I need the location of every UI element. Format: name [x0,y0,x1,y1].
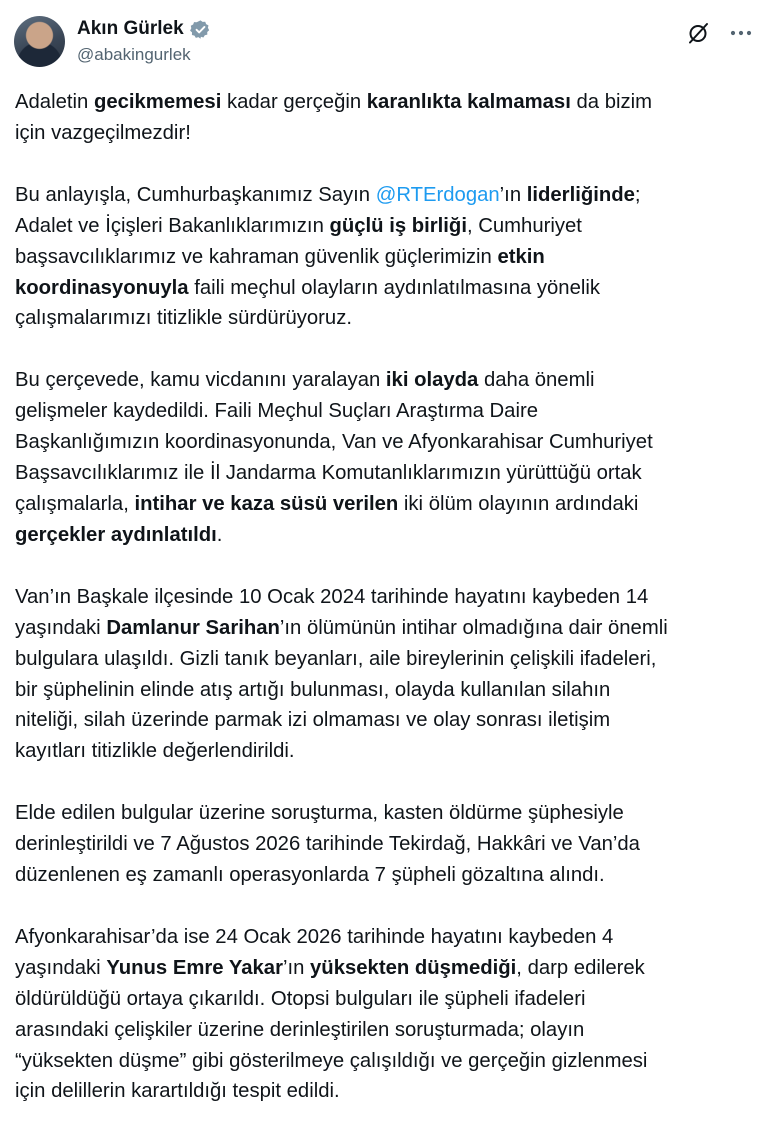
text-span: “yüksekten düşme” gibi gösterilmeye çalışıldığı ve gerçeğin gizlenmesi [15,1049,648,1072]
bold-text: gecikmemesi [93,91,222,113]
author-name-row [77,18,211,40]
bold-text: yüksekten düşmediği [310,956,517,979]
text-span: da bizim [570,91,653,113]
text-span: , Cumhuriyet [466,214,582,237]
text-span: çalışmalarla, [15,492,135,515]
text-span: yaşındaki [15,956,107,979]
more-options-icon[interactable] [728,21,754,45]
text-span: için vazgeçilmezdir! [15,121,191,144]
text-span: Başsavcılıklarımız ile İl Jandarma Komutanlıklarımızın yürüttüğü ortak [15,462,642,485]
text-span: . [216,523,223,546]
text-span: ; [634,183,641,206]
text-span: , darp edilerek [516,956,645,979]
text-span: ’ın [499,183,527,206]
text-span: Van’ın Başkale ilçesinde 10 Ocak 2024 tarihinde hayatını kaybeden 14 [15,585,649,608]
text-span: Bu anlayışla, Cumhurbaşkanımız Sayın [15,183,376,206]
text-span: arasındaki çelişkiler üzerine derinleştirilen soruşturmada; olayın [15,1018,585,1041]
text-span: iki ölüm olayının ardındaki [398,492,639,515]
tweet-paragraph-6 [15,922,760,1107]
bold-text: etkin [497,245,545,268]
text-span: ’ın ölümünün intihar olmadığına dair önemli [279,616,668,639]
text-span: kayıtları titizlikle değerlendirildi. [15,740,295,763]
text-span: niteliği, silah üzerinde parmak izi olmaması ve olay sonrası iletişim [15,709,611,732]
bold-text: gerçekler aydınlatıldı [15,523,217,546]
text-span: faili meçhul olayların aydınlatılmasına yönelik [188,276,601,299]
author-info [77,18,211,65]
text-span: öldürüldüğü ortaya çıkarıldı. Otopsi bulguları ile şüpheli ifadeleri [15,987,586,1010]
bold-text: Yunus Emre Yakar [106,956,283,979]
mention-link[interactable]: @RTErdogan [375,183,500,206]
text-span: düzenlenen eş zamanlı operasyonlarda 7 şüpheli gözaltına alındı. [15,864,605,887]
bold-text: güçlü iş birliği [329,214,467,237]
text-span: kadar gerçeğin [221,91,367,113]
bold-text: koordinasyonuyla [15,276,189,299]
text-span: Adalet ve İçişleri Bakanlıklarımızın [15,214,330,237]
avatar[interactable] [14,16,65,67]
tweet-paragraph-3 [15,365,760,550]
bold-text: liderliğinde [526,183,635,206]
text-span: yaşındaki [15,616,107,639]
text-span: gelişmeler kaydedildi. Faili Meçhul Suçları Araştırma Daire [15,400,538,423]
text-span: için delillerin karartıldığı tespit edildi. [15,1080,340,1103]
tweet-paragraph-4 [15,582,760,767]
verified-badge-icon [190,19,211,40]
bold-text: karanlıkta kalmaması [366,91,571,113]
tweet-paragraph-5 [15,798,760,891]
tweet-header [14,14,756,70]
text-span: bulgulara ulaşıldı. Gizli tanık beyanları, aile bireylerinin çelişkili ifadeleri, [15,647,657,670]
author-display-name[interactable]: Akın Gürlek [77,18,184,39]
text-span: başsavcılıklarımız ve kahraman güvenlik güçlerimizin [15,245,498,268]
text-span: daha önemli [478,369,595,392]
grok-icon[interactable] [686,21,710,45]
text-span: ’ın [282,956,311,979]
text-span: bir şüphelinin elinde atış artığı bulunması, olayda kullanılan silahın [15,678,611,701]
bold-text: Damlanur Sarihan [106,616,280,639]
text-span: derinleştirildi ve 7 Ağustos 2026 tarihinde Tekirdağ, Hakkâri ve Van’da [15,833,640,856]
tweet-text [15,87,760,1138]
text-span: Afyonkarahisar’da ise 24 Ocak 2026 tarihinde hayatını kaybeden 4 [15,925,614,948]
text-span: Adaletin [15,91,94,113]
text-span: Başkanlığımızın koordinasyonunda, Van ve Afyonkarahisar Cumhuriyet [15,431,653,454]
text-span: Elde edilen bulgular üzerine soruşturma, kasten öldürme şüphesiyle [15,802,624,825]
text-span: Bu çerçevede, kamu vicdanını yaralayan [15,369,386,392]
tweet-paragraph-1 [15,87,760,149]
author-handle[interactable]: @abakingurlek [77,45,191,64]
text-span: çalışmalarımızı titizlikle sürdürüyoruz. [15,307,352,330]
bold-text: iki olayda [385,369,479,392]
bold-text: intihar ve kaza süsü verilen [134,492,399,515]
tweet-paragraph-2 [15,180,760,335]
